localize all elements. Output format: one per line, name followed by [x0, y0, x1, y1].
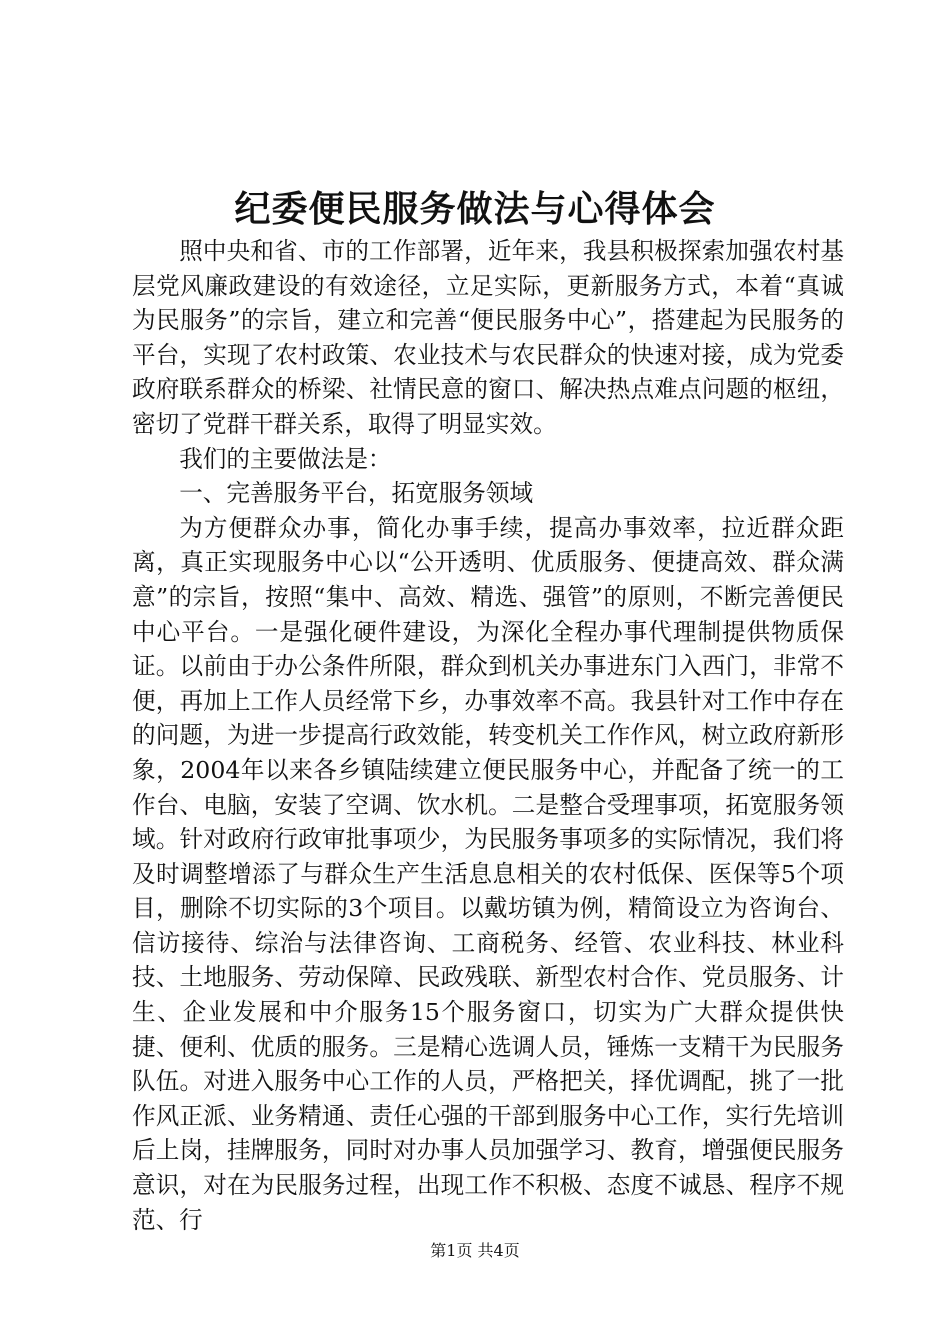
section-heading-1: 一、完善服务平台，拓宽服务领域 [179, 479, 534, 508]
paragraph-main-methods: 我们的主要做法是： [179, 444, 392, 473]
paragraph-section-1: 为方便群众办事，简化办事手续，提高办事效率，拉近群众距离，真正实现服务中心以“公开透明、优质服务、便捷高效、群众满意”的宗旨，按照“集中、高效、精选、强管”的原则，不断完善便民中心平台。一是强化硬件建设，为深化全程办事代理制提供物质保证。以前由于办公条件所限，群众到机关办事进东门入西门，非常不便，再加上工作人员经常下乡，办事效率不高。我县针对工作中存在的问题，为进一步提高行政效能，转变机关工作作风，树立政府新形象，2004年以来各乡镇陆续建立便民服务中心，并配备了统一的工作台、电脑，安装了空调、饮水机。二是整合受理事项，拓宽服务领域。针对政府行政审批事项少，为民服务事项多的实际情况，我们将及时调整增添了与群众生产生活息息相关的农村低保、医保等5个项目，删除不切实际的3个项目。以戴坊镇为例，精简设立为咨询台、信访接待、综治与法律咨询、工商税务、经管、农业科技、林业科技、土地服务、劳动保障、民政残联、新型农村合作、党员服务、计生、企业发展和中介服务15个服务窗口，切实为广大群众提供快捷、便利、优质的服务。三是精心选调人员，锤炼一支精干为民服务队伍。对进入服务中心工作的人员，严格把关，择优调配，挑了一批作风正派、业务精通、责任心强的干部到服务中心工作，实行先培训后上岗，挂牌服务，同时对办事人员加强学习、教育，增强便民服务意识，对在为民服务过程，出现工作不积极、态度不诚恳、程序不规范、行 [132, 513, 844, 1234]
document-title: 纪委便民服务做法与心得体会 [234, 188, 716, 230]
paragraph-intro: 照中央和省、市的工作部署，近年来，我县积极探索加强农村基层党风廉政建设的有效途径，立足实际，更新服务方式，本着“真诚为民服务”的宗旨，建立和完善“便民服务中心”，搭建起为民服务的平台，实现了农村政策、农业技术与农民群众的快速对接，成为党委政府联系群众的桥梁、社情民意的窗口、解决热点难点问题的枢纽，密切了党群干群关系，取得了明显实效。 [132, 237, 844, 438]
document-body [132, 234, 844, 1237]
page-number-footer: 第1页 共4页 [430, 1241, 520, 1260]
